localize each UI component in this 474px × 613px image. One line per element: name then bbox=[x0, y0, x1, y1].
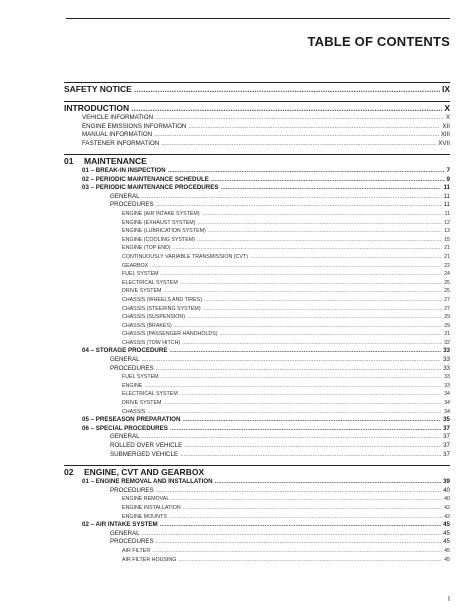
dot-leader bbox=[160, 521, 441, 530]
dot-leader bbox=[203, 305, 443, 314]
entry-page: 27 bbox=[444, 296, 450, 303]
section-label: ENGINE, CVT AND GEARBOX bbox=[84, 467, 205, 478]
entry-label: DRIVE SYSTEM bbox=[122, 400, 162, 407]
entry-page: 40 bbox=[444, 496, 450, 503]
dot-leader bbox=[204, 296, 442, 305]
entry-label: GEARBOX bbox=[122, 262, 149, 269]
dot-leader bbox=[221, 184, 442, 193]
toc-entry[interactable] bbox=[64, 123, 450, 132]
dot-leader bbox=[142, 433, 442, 442]
entry-page: 25 bbox=[444, 288, 450, 295]
dot-leader bbox=[161, 140, 436, 149]
toc-entry[interactable] bbox=[64, 253, 450, 262]
dot-leader bbox=[215, 478, 441, 487]
entry-page: 45 bbox=[444, 556, 450, 563]
dot-leader bbox=[142, 530, 442, 539]
entry-page: 11 bbox=[443, 201, 450, 209]
dot-leader bbox=[155, 114, 444, 123]
section-label: MAINTENANCE bbox=[84, 156, 147, 166]
toc-entry[interactable] bbox=[64, 530, 450, 539]
dot-leader bbox=[170, 347, 442, 356]
entry-label: MANUAL INFORMATION bbox=[82, 131, 153, 138]
toc-entry[interactable] bbox=[64, 244, 450, 253]
dot-leader bbox=[211, 176, 445, 185]
entry-label: CHASSIS (STEERING SYSTEM) bbox=[122, 305, 201, 312]
entry-label: 02 – AIR INTAKE SYSTEM bbox=[82, 521, 158, 529]
page-title: TABLE OF CONTENTS bbox=[307, 34, 450, 49]
entry-page: 33 bbox=[443, 356, 450, 364]
entry-label: ENGINE (COOLING SYSTEM) bbox=[122, 236, 195, 243]
toc-entry[interactable] bbox=[64, 114, 450, 123]
dot-leader bbox=[156, 201, 442, 210]
entry-page: 37 bbox=[443, 424, 450, 432]
entry-page: 34 bbox=[444, 408, 450, 415]
entry-label: 06 – SPECIAL PROCEDURES bbox=[82, 424, 168, 432]
dot-leader bbox=[144, 382, 442, 391]
dot-leader bbox=[173, 244, 442, 253]
dot-leader bbox=[171, 495, 442, 504]
toc-entry[interactable] bbox=[64, 478, 450, 487]
entry-page: 11 bbox=[443, 184, 450, 192]
entry-label: ELECTRICAL SYSTEM bbox=[122, 391, 178, 398]
toc-entry[interactable] bbox=[64, 425, 450, 434]
entry-page: 39 bbox=[443, 478, 450, 486]
entry-label: AIR FILTER HOUSING bbox=[122, 556, 177, 563]
dot-leader bbox=[152, 547, 442, 556]
entry-page: XVII bbox=[438, 139, 450, 147]
entry-label: CHASSIS (WHEELS AND TIRES) bbox=[122, 296, 202, 303]
dot-leader bbox=[156, 487, 441, 496]
entry-page: 24 bbox=[444, 271, 450, 278]
entry-label: GENERAL bbox=[110, 192, 140, 200]
entry-label: SUBMERGED VEHICLE bbox=[110, 450, 179, 458]
entry-label: ENGINE bbox=[122, 382, 143, 389]
toc-entry[interactable] bbox=[64, 547, 450, 556]
entry-page: 29 bbox=[444, 314, 450, 321]
dot-leader bbox=[250, 253, 442, 262]
toc-entry[interactable] bbox=[64, 382, 450, 391]
entry-label: SAFETY NOTICE bbox=[64, 84, 132, 94]
entry-page: 45 bbox=[444, 547, 450, 554]
entry-label: PROCEDURES bbox=[110, 364, 154, 372]
toc-entry[interactable] bbox=[64, 262, 450, 271]
toc-entry[interactable] bbox=[64, 495, 450, 504]
toc-entry[interactable] bbox=[64, 236, 450, 245]
toc-entry[interactable] bbox=[64, 140, 450, 149]
toc-entry[interactable] bbox=[64, 513, 450, 522]
dot-leader bbox=[208, 227, 442, 236]
toc-entry[interactable] bbox=[64, 339, 450, 348]
entry-label: ENGINE (LUBRICATION SYSTEM) bbox=[122, 228, 206, 235]
entry-label: ENGINE EMISSIONS INFORMATION bbox=[82, 122, 187, 130]
dot-leader bbox=[161, 373, 442, 382]
toc-entry[interactable] bbox=[64, 313, 450, 322]
entry-label: GENERAL bbox=[110, 529, 140, 537]
entry-label: AIR FILTER bbox=[122, 547, 151, 554]
entry-page: 37 bbox=[443, 450, 450, 458]
toc-entry[interactable] bbox=[64, 210, 450, 219]
toc-section-maintenance[interactable] bbox=[64, 155, 450, 167]
entry-label: CONTINUOUSLY VARIABLE TRANSMISSION (CVT) bbox=[122, 253, 248, 260]
toc-entry[interactable] bbox=[64, 330, 450, 339]
toc-entry[interactable] bbox=[64, 131, 450, 140]
toc-introduction[interactable] bbox=[64, 102, 450, 114]
entry-page: 45 bbox=[443, 529, 450, 537]
maintenance-entries bbox=[64, 167, 450, 459]
toc-entry[interactable] bbox=[64, 408, 450, 417]
entry-page: 35 bbox=[443, 416, 450, 424]
entry-label: ENGINE INSTALLATION bbox=[122, 504, 181, 511]
dot-leader bbox=[150, 262, 442, 271]
toc-entry[interactable] bbox=[64, 279, 450, 288]
dot-leader bbox=[183, 504, 442, 513]
toc-entry[interactable] bbox=[64, 347, 450, 356]
entry-page: 33 bbox=[444, 374, 450, 381]
entry-page: 9 bbox=[446, 175, 450, 183]
entry-label: VEHICLE INFORMATION bbox=[82, 114, 154, 121]
toc-entry[interactable] bbox=[64, 373, 450, 382]
entry-label: GENERAL bbox=[110, 356, 140, 364]
table-of-contents bbox=[64, 82, 450, 564]
dot-leader bbox=[131, 102, 442, 114]
dot-leader bbox=[169, 513, 442, 522]
entry-page: IX bbox=[441, 84, 450, 94]
dot-leader bbox=[134, 83, 440, 95]
dot-leader bbox=[147, 408, 442, 417]
entry-label: ENGINE (EXHAUST SYSTEM) bbox=[122, 219, 196, 226]
dot-leader bbox=[197, 219, 442, 228]
section-number: 01 bbox=[64, 156, 74, 166]
dot-leader bbox=[163, 399, 442, 408]
engine-entries bbox=[64, 478, 450, 564]
entry-label: ENGINE MOUNTS bbox=[122, 513, 167, 520]
toc-entry[interactable] bbox=[64, 356, 450, 365]
entry-label: GENERAL bbox=[110, 433, 140, 441]
dot-leader bbox=[156, 538, 441, 547]
toc-entry[interactable] bbox=[64, 219, 450, 228]
entry-page: 37 bbox=[443, 433, 450, 441]
dot-leader bbox=[202, 210, 443, 219]
dot-leader bbox=[182, 416, 441, 425]
toc-entry[interactable] bbox=[64, 322, 450, 331]
entry-page: 25 bbox=[444, 279, 450, 286]
entry-page: X bbox=[444, 103, 450, 113]
toc-entry[interactable] bbox=[64, 556, 450, 565]
entry-page: 21 bbox=[444, 245, 450, 252]
entry-page: 29 bbox=[444, 322, 450, 329]
dot-leader bbox=[161, 270, 442, 279]
dot-leader bbox=[220, 330, 443, 339]
toc-entry[interactable] bbox=[64, 521, 450, 530]
entry-label: 03 – PERIODIC MAINTENANCE PROCEDURES bbox=[82, 184, 219, 192]
entry-label: ENGINE (AIR INTAKE SYSTEM) bbox=[122, 210, 200, 217]
entry-label: PROCEDURES bbox=[110, 486, 154, 494]
section-number: 02 bbox=[64, 467, 74, 478]
dot-leader bbox=[154, 131, 439, 140]
toc-entry[interactable] bbox=[64, 193, 450, 202]
entry-label: CHASSIS (SUSPENSION) bbox=[122, 314, 185, 321]
entry-page: 45 bbox=[443, 521, 450, 529]
entry-page: 11 bbox=[443, 192, 450, 200]
entry-page: 33 bbox=[444, 382, 450, 389]
entry-page: 21 bbox=[444, 253, 450, 260]
entry-page: 33 bbox=[443, 347, 450, 355]
toc-entry[interactable] bbox=[64, 390, 450, 399]
entry-label: ENGINE REMOVAL bbox=[122, 496, 170, 503]
toc-entry[interactable] bbox=[64, 451, 450, 460]
entry-page: XIII bbox=[440, 131, 450, 138]
dot-leader bbox=[180, 451, 441, 460]
toc-entry[interactable] bbox=[64, 487, 450, 496]
entry-label: CHASSIS (PASSENGER HANDHOLDS) bbox=[122, 331, 218, 338]
entry-label: 01 – ENGINE REMOVAL AND INSTALLATION bbox=[82, 478, 213, 486]
entry-page: 27 bbox=[444, 305, 450, 312]
toc-safety-notice[interactable] bbox=[64, 83, 450, 95]
entry-page: 33 bbox=[443, 364, 450, 372]
introduction-entries bbox=[64, 114, 450, 148]
entry-label: CHASSIS (TOW HITCH) bbox=[122, 339, 181, 346]
entry-page: XII bbox=[442, 122, 450, 130]
entry-label: DRIVE SYSTEM bbox=[122, 288, 162, 295]
toc-entry[interactable] bbox=[64, 227, 450, 236]
toc-entry[interactable] bbox=[64, 538, 450, 547]
entry-label: 02 – PERIODIC MAINTENANCE SCHEDULE bbox=[82, 175, 209, 183]
entry-page: 15 bbox=[444, 236, 450, 243]
toc-entry[interactable] bbox=[64, 305, 450, 314]
toc-entry[interactable] bbox=[64, 167, 450, 176]
dot-leader bbox=[184, 442, 441, 451]
toc-entry[interactable] bbox=[64, 296, 450, 305]
entry-page: 40 bbox=[443, 486, 450, 494]
top-rule bbox=[66, 18, 450, 19]
entry-page: 22 bbox=[444, 262, 450, 269]
toc-entry[interactable] bbox=[64, 399, 450, 408]
dot-leader bbox=[187, 313, 442, 322]
dot-leader bbox=[163, 287, 442, 296]
entry-label: CHASSIS bbox=[122, 408, 146, 415]
entry-label: 04 – STORAGE PROCEDURE bbox=[82, 347, 168, 355]
entry-label: 05 – PRESEASON PREPARATION bbox=[82, 416, 181, 424]
dot-leader bbox=[170, 425, 441, 434]
entry-label: INTRODUCTION bbox=[64, 103, 130, 113]
dot-leader bbox=[188, 123, 440, 132]
dot-leader bbox=[197, 236, 442, 245]
page-number: I bbox=[448, 596, 450, 603]
toc-entry[interactable] bbox=[64, 201, 450, 210]
entry-page: 37 bbox=[443, 442, 450, 449]
entry-page: 31 bbox=[444, 331, 450, 338]
dot-leader bbox=[156, 365, 441, 374]
entry-page: 13 bbox=[444, 228, 450, 235]
dot-leader bbox=[178, 556, 442, 565]
entry-label: FASTENER INFORMATION bbox=[82, 139, 160, 147]
entry-label: 01 – BREAK-IN INSPECTION bbox=[82, 167, 166, 174]
dot-leader bbox=[142, 356, 442, 365]
entry-label: CHASSIS (BRAKES) bbox=[122, 322, 172, 329]
entry-label: FUEL SYSTEM bbox=[122, 374, 159, 381]
entry-page: 45 bbox=[443, 538, 450, 546]
toc-entry[interactable] bbox=[64, 287, 450, 296]
toc-entry[interactable] bbox=[64, 504, 450, 513]
toc-entry[interactable] bbox=[64, 184, 450, 193]
entry-label: FUEL SYSTEM bbox=[122, 271, 159, 278]
toc-entry[interactable] bbox=[64, 365, 450, 374]
dot-leader bbox=[182, 339, 442, 348]
entry-page: 34 bbox=[444, 391, 450, 398]
dot-leader bbox=[180, 279, 442, 288]
entry-page: 34 bbox=[444, 400, 450, 407]
dot-leader bbox=[168, 167, 445, 176]
toc-entry[interactable] bbox=[64, 270, 450, 279]
entry-label: ELECTRICAL SYSTEM bbox=[122, 279, 178, 286]
entry-page: 7 bbox=[446, 167, 450, 174]
entry-page: 42 bbox=[444, 504, 450, 511]
entry-label: ENGINE (TOP END) bbox=[122, 245, 171, 252]
entry-label: ROLLED OVER VEHICLE bbox=[110, 442, 183, 449]
dot-leader bbox=[180, 390, 442, 399]
dot-leader bbox=[142, 193, 442, 202]
entry-page: 32 bbox=[444, 339, 450, 346]
toc-entry[interactable] bbox=[64, 433, 450, 442]
entry-label: PROCEDURES bbox=[110, 201, 154, 209]
toc-entry[interactable] bbox=[64, 176, 450, 185]
toc-section-engine[interactable] bbox=[64, 466, 450, 478]
toc-entry[interactable] bbox=[64, 442, 450, 451]
dot-leader bbox=[174, 322, 442, 331]
entry-page: 42 bbox=[444, 513, 450, 520]
entry-label: PROCEDURES bbox=[110, 538, 154, 546]
toc-entry[interactable] bbox=[64, 416, 450, 425]
entry-page: 12 bbox=[444, 219, 450, 226]
entry-page: X bbox=[445, 114, 450, 121]
entry-page: 11 bbox=[444, 210, 450, 217]
